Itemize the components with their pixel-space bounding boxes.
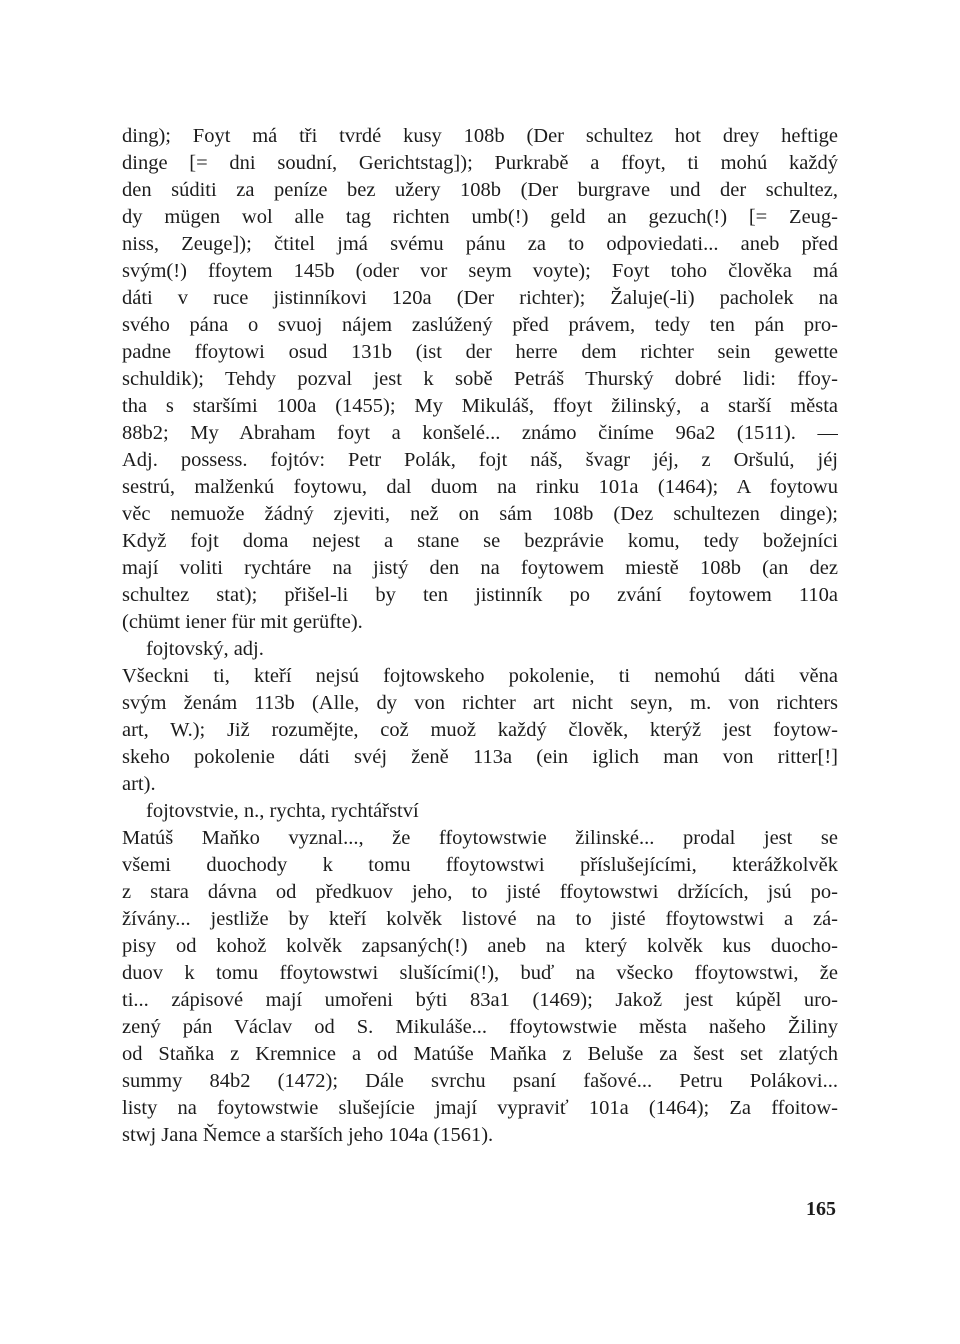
text-line: dy mügen wol alle tag richten umb(!) geld an gezuch(!) [= Zeug- (122, 206, 838, 228)
text-line: padne ffoytowi osud 131b (ist der herre dem richter sein gewette (122, 341, 838, 363)
text-line: art). (122, 773, 156, 795)
text-line: (chümt iener für mit gerüfte). (122, 611, 363, 633)
entry-headword-fojtovstvie: fojtovstvie, n., rychta, rychtářství (146, 800, 419, 822)
text-line: schultez stat); přišel-li by ten jistinník po zvání foytowem 110a (122, 584, 838, 606)
text-line: svého pána o svuoj nájem zaslúžený před právem, tedy ten pán pro- (122, 314, 838, 336)
text-line: summy 84b2 (1472); Dále svrchu psaní fašové... Petru Polákovi... (122, 1070, 838, 1092)
text-line: ti... zápisové mají umořeni býti 83a1 (1469); Jakož jest kúpěl uro- (122, 989, 838, 1011)
text-line: den súditi za peníze bez užery 108b (Der burgrave und der schultez, (122, 179, 838, 201)
text-line: od Staňka z Kremnice a od Matúše Maňka z Beluše za šest set zlatých (122, 1043, 838, 1065)
text-line: art, W.); Již rozumějte, což muož každý člověk, kterýž jest foytow- (122, 719, 838, 741)
page-number: 165 (806, 1198, 836, 1220)
text-line: dáti v ruce jistinníkovi 120a (Der richter); Žaluje(-li) pacholek na (122, 287, 838, 309)
text-line: listy na foytowstwie slušejície jmají vypraviť 101a (1464); Za ffoitow- (122, 1097, 838, 1119)
text-line: duov k tomu ffoytowstwi slušícími(!), buď na všecko ffoytowstwi, že (122, 962, 838, 984)
text-line: žívány... jestliže by kteří kolvěk listové na to jisté ffoytowstwi a zá- (122, 908, 838, 930)
text-line: stwj Jana Ňemce a starších jeho 104a (1561). (122, 1124, 494, 1146)
dictionary-entry-text (122, 123, 838, 1149)
text-line: Když fojt doma nejest a stane se bezprávie komu, tedy božejníci (122, 530, 838, 552)
text-line: z stara dávna od předkuov jeho, to jisté ffoytowstwi držících, jsú po- (122, 881, 838, 903)
text-line: mají voliti rychtáre na jistý den na foytowem miestě 108b (an dez (122, 557, 838, 579)
text-line: dinge [= dni soudní, Gerichtstag]); Purkrabě a ffoyt, ti mohú každý (122, 152, 838, 174)
text-line: schuldik); Tehdy pozval jest k sobě Petráš Thurský dobré lidi: ffoy- (122, 368, 838, 390)
text-line: Všeckni ti, kteří nejsú fojtowskeho pokolenie, ti nemohú dáti věna (122, 665, 838, 687)
text-line: tha s staršími 100a (1455); My Mikuláš, ffoyt žilinský, a starší města (122, 395, 838, 417)
text-line: Matúš Maňko vyznal..., že ffoytowstwie žilinské... prodal jest se (122, 827, 838, 849)
text-line: niss, Zeuge]); čtitel jmá svému pánu za to odpoviedati... aneb před (122, 233, 838, 255)
text-line: Adj. possess. fojtóv: Petr Polák, fojt náš, švagr jéj, z Oršulú, jéj (122, 449, 838, 471)
text-line: ding); Foyt má tři tvrdé kusy 108b (Der schultez hot drey heftige (122, 125, 838, 147)
text-line: sestrú, malženkú foytowu, dal duom na rinku 101a (1464); A foytowu (122, 476, 838, 498)
text-line: skeho pokolenie dáti svéj ženě 113a (ein iglich man von ritter[!] (122, 746, 838, 768)
text-line: svým(!) ffoytem 145b (oder vor seym voyte); Foyt toho člověka má (122, 260, 838, 282)
text-line: věc nemuože žádný zjeviti, než on sám 108b (Dez schultezen dinge); (122, 503, 838, 525)
entry-headword-fojtovsky: fojtovský, adj. (146, 638, 264, 660)
text-line: svým ženám 113b (Alle, dy von richter art nicht seyn, m. von richters (122, 692, 838, 714)
text-line: 88b2; My Abraham foyt a konšelé... známo činíme 96a2 (1511). — (122, 422, 838, 444)
text-line: pisy od kohož kolvěk zapsaných(!) aneb na který kolvěk kus duocho- (122, 935, 838, 957)
text-line: zený pán Václav od S. Mikuláše... ffoytowstwie města našeho Žiliny (122, 1016, 838, 1038)
text-line: všemi duochody k tomu ffoytowstwi příslušejícími, kterážkolvěk (122, 854, 838, 876)
